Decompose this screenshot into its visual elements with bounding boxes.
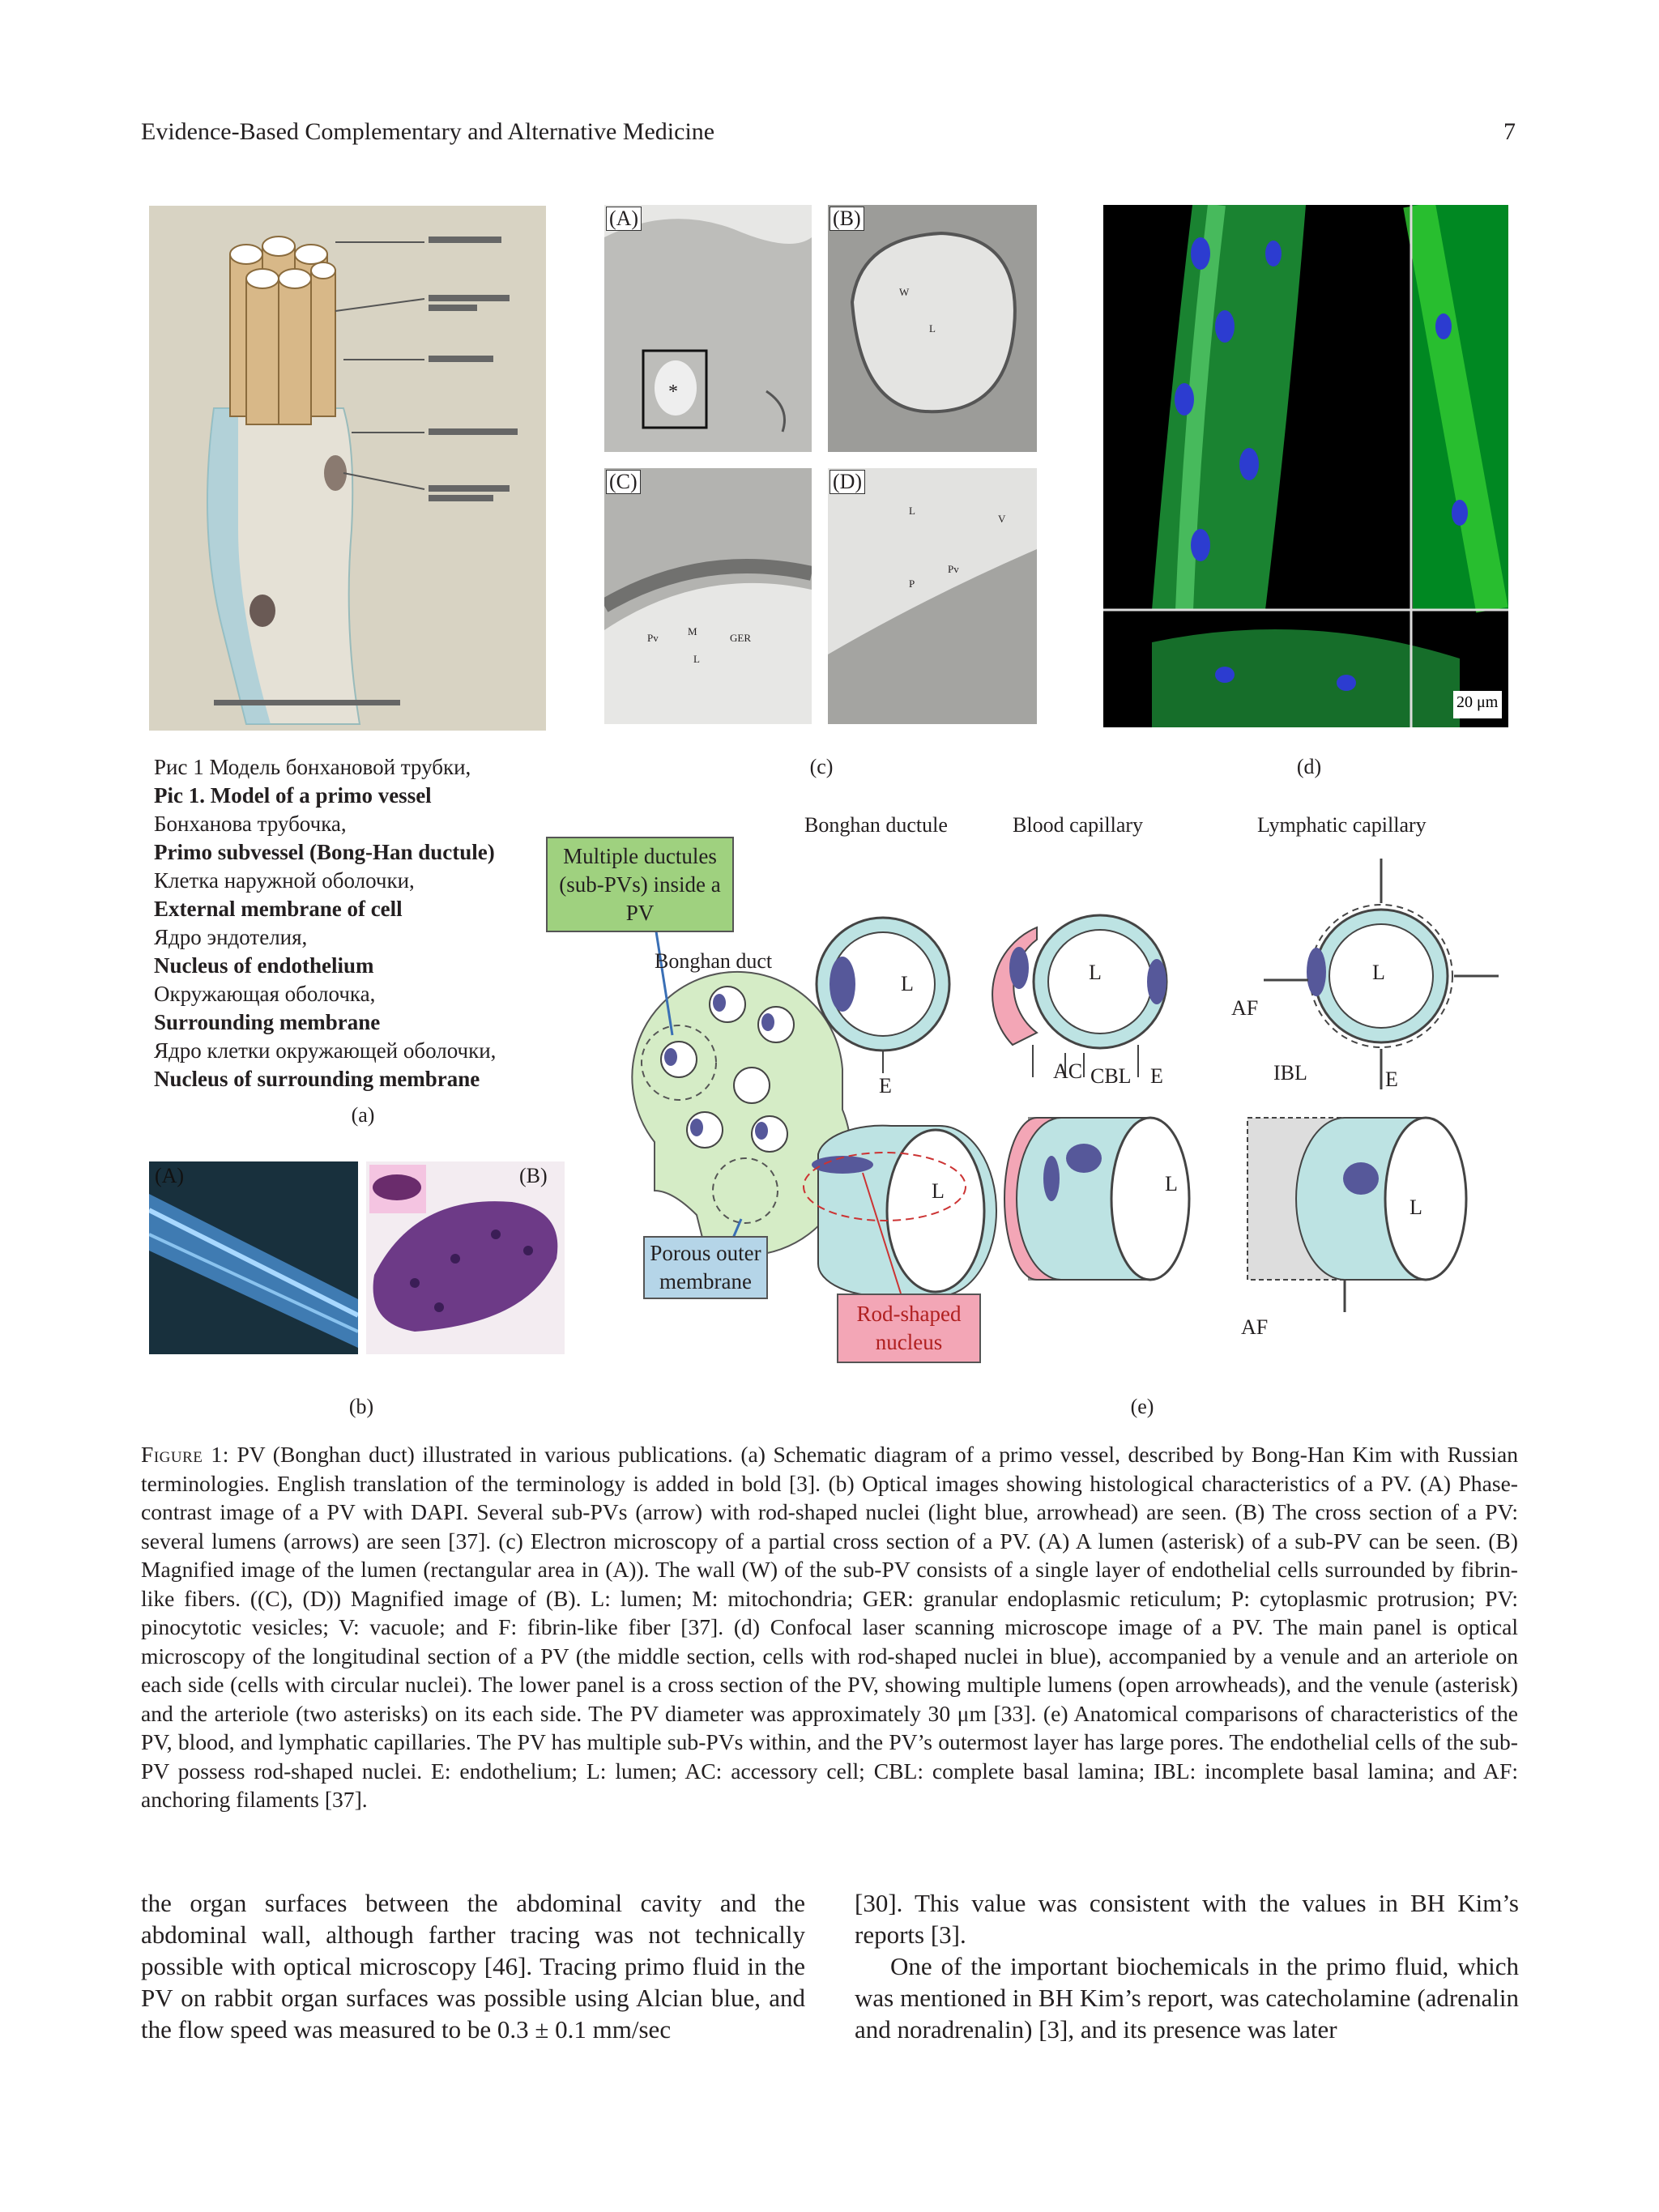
- sub-label-a: (A): [606, 207, 642, 231]
- title-bonghan-ductule: Bonghan ductule: [804, 813, 948, 837]
- panel-b-label: (b): [348, 1395, 374, 1418]
- accessory-cell-label: AC: [1053, 1059, 1083, 1083]
- legend-line: Ядро клетки окружающей оболочки,: [154, 1038, 497, 1063]
- em-image-c: [604, 468, 812, 724]
- lumen-mark: L: [909, 505, 915, 517]
- panel-d-label: (d): [1296, 755, 1322, 778]
- sub-label-c: (C): [606, 470, 641, 494]
- legend-line: Primo subvessel (Bong-Han ductule): [154, 840, 495, 864]
- paragraph: One of the important biochemicals in the primo fluid, which was mentioned in BH Kim’s report, was catecholamine (adrenalin and noradrenalin) [3], and its presence was later: [855, 1952, 1519, 2044]
- em-image-b: [828, 205, 1037, 452]
- body-column-right: [855, 1887, 1519, 2045]
- pv-mark: Pv: [647, 632, 659, 644]
- lumen-label: L: [1372, 961, 1385, 984]
- primo-vessel-illustration: [149, 206, 546, 731]
- anchoring-filaments-label: AF: [1241, 1315, 1269, 1339]
- anchoring-filaments-label: AF: [1231, 996, 1259, 1020]
- lumen-label: L: [932, 1179, 945, 1203]
- incomplete-basal-lamina-label: IBL: [1273, 1061, 1307, 1085]
- panel-c-label: (c): [809, 755, 834, 778]
- running-header: Evidence-Based Complementary and Alternative Medicine: [141, 118, 715, 145]
- paragraph: the organ surfaces between the abdominal cavity and the abdominal wall, although farther tracing was not technically possible with optical microscopy [46]. Tracing primo fluid in the PV on rabbit organ surfaces was possible using Alcian blue, and the flow speed was measured to be 0.3 ± 0.1 mm/sec: [141, 1889, 805, 2044]
- page-number: 7: [1503, 118, 1516, 145]
- sub-label-a: (A): [155, 1164, 185, 1187]
- lymphatic-capillary-drawing: [1247, 859, 1499, 1312]
- legend-line: Бонханова трубочка,: [154, 812, 347, 836]
- endothelium-label: E: [879, 1074, 892, 1097]
- mitochondria-mark: M: [688, 625, 697, 637]
- lumen-label: L: [1165, 1172, 1178, 1196]
- legend-line: Nucleus of surrounding membrane: [154, 1067, 480, 1091]
- pv-mark: Pv: [948, 563, 959, 575]
- asterisk-mark: *: [668, 381, 678, 403]
- legend-line: Pic 1. Model of a primo vessel: [154, 783, 432, 808]
- lumen-mark: L: [929, 322, 936, 335]
- confocal-image: [1103, 205, 1508, 727]
- caption-text: PV (Bonghan duct) illustrated in various publications. (a) Schematic diagram of a primo vessel, described by Bong-Han Kim with Russian terminologies. English translation of the terminology is added in bold [3]. (b) Optical images showing histological characteristics of a PV. (A) Phase-contrast image of a PV with DAPI. Several sub-PVs (arrow) with rod-shaped nuclei (light blue, arrowhead) are seen. (B) The cross section of a PV: several lumens (arrows) are seen [37]. (c) Electron microscopy of a partial cross section of a PV. (A) A lumen (asterisk) of a sub-PV can be seen. (B) Magnified image of the lumen (rectangular area in (A)). The wall (W) of the sub-PV consists of a single layer of endothelial cells surrounded by fibrin-like fibers. ((C), (D)) Magnified image of (B). L: lumen; M: mitochondria; GER: granular endoplasmic reticulum; P: cytoplasmic protrusion; PV: pinocytotic vesicles; V: vacuole; and F: fibrin-like fiber [37]. (d) Confocal laser scanning microscope image of a PV. The main panel is optical microscopy of the longitudinal section of a PV (the middle section, cells with rod-shaped nuclei in blue), accompanied by a venule and an arteriole on each side (cells with circular nuclei). The lower panel is a cross section of the PV, showing multiple lumens (open arrowheads), and the venule (asterisk) and the arteriole (two asterisks) on its each side. The PV diameter was approximately 30 μm [33]. (e) Anatomical comparisons of characteristics of the PV, blood, and lymphatic capillaries. The PV has multiple sub-PVs within, and the PV’s outermost layer has large pores. The endothelial cells of the sub-PV possess rod-shaped nuclei. E: endothelium; L: lumen; AC: accessory cell; CBL: complete basal lamina; IBL: incomplete basal lamina; and AF: anchoring filaments [37].: [141, 1442, 1518, 1812]
- legend-line: Клетка наружной оболочки,: [154, 868, 415, 893]
- legend-line: External membrane of cell: [154, 897, 403, 921]
- cross-section-image: [366, 1161, 565, 1354]
- callout-porous-membrane: Porous outer membrane: [643, 1236, 768, 1299]
- phase-contrast-image: [149, 1161, 358, 1354]
- sub-label-b: (B): [519, 1164, 548, 1187]
- ger-mark: GER: [730, 632, 751, 644]
- lumen-label: L: [1410, 1196, 1422, 1219]
- figure-number: Figure 1:: [141, 1442, 229, 1467]
- panel-e-label: (e): [1130, 1395, 1154, 1418]
- legend-line: Surrounding membrane: [154, 1010, 381, 1034]
- endothelium-label: E: [1385, 1068, 1398, 1091]
- figure-caption: [141, 1440, 1518, 1814]
- legend-line: Рис 1 Модель бонхановой трубки,: [154, 755, 471, 779]
- paragraph: [30]. This value was consistent with the values in BH Kim’s reports [3].: [855, 1889, 1519, 1949]
- sub-label-d: (D): [830, 470, 865, 494]
- protrusion-mark: P: [909, 578, 915, 590]
- endothelium-label: E: [1150, 1064, 1163, 1088]
- em-image-a: [604, 205, 812, 452]
- legend-line: Nucleus of endothelium: [154, 953, 374, 978]
- legend-line: Ядро эндотелия,: [154, 925, 308, 949]
- title-blood-capillary: Blood capillary: [1013, 813, 1144, 837]
- title-bonghan-duct: Bonghan duct: [655, 949, 773, 973]
- lumen-label: L: [901, 972, 914, 995]
- lumen-label: L: [1089, 961, 1102, 984]
- scale-bar-label: 20 μm: [1456, 693, 1499, 711]
- sub-label-b: (B): [830, 207, 864, 231]
- vacuole-mark: V: [998, 513, 1006, 525]
- title-lymphatic-capillary: Lymphatic capillary: [1257, 813, 1427, 837]
- complete-basal-lamina-label: CBL: [1090, 1064, 1132, 1088]
- panel-a-label: (a): [351, 1103, 375, 1127]
- em-image-d: [828, 468, 1037, 724]
- lumen-mark: L: [693, 653, 700, 665]
- callout-rod-nucleus: Rod-shaped nucleus: [837, 1294, 981, 1363]
- legend-line: Окружающая оболочка,: [154, 982, 376, 1006]
- primo-vessel-legend: [154, 753, 496, 1093]
- callout-multiple-ductules: Multiple ductules (sub-PVs) inside a PV: [546, 837, 734, 932]
- wall-mark: W: [899, 286, 910, 298]
- body-column-left: [141, 1887, 805, 2045]
